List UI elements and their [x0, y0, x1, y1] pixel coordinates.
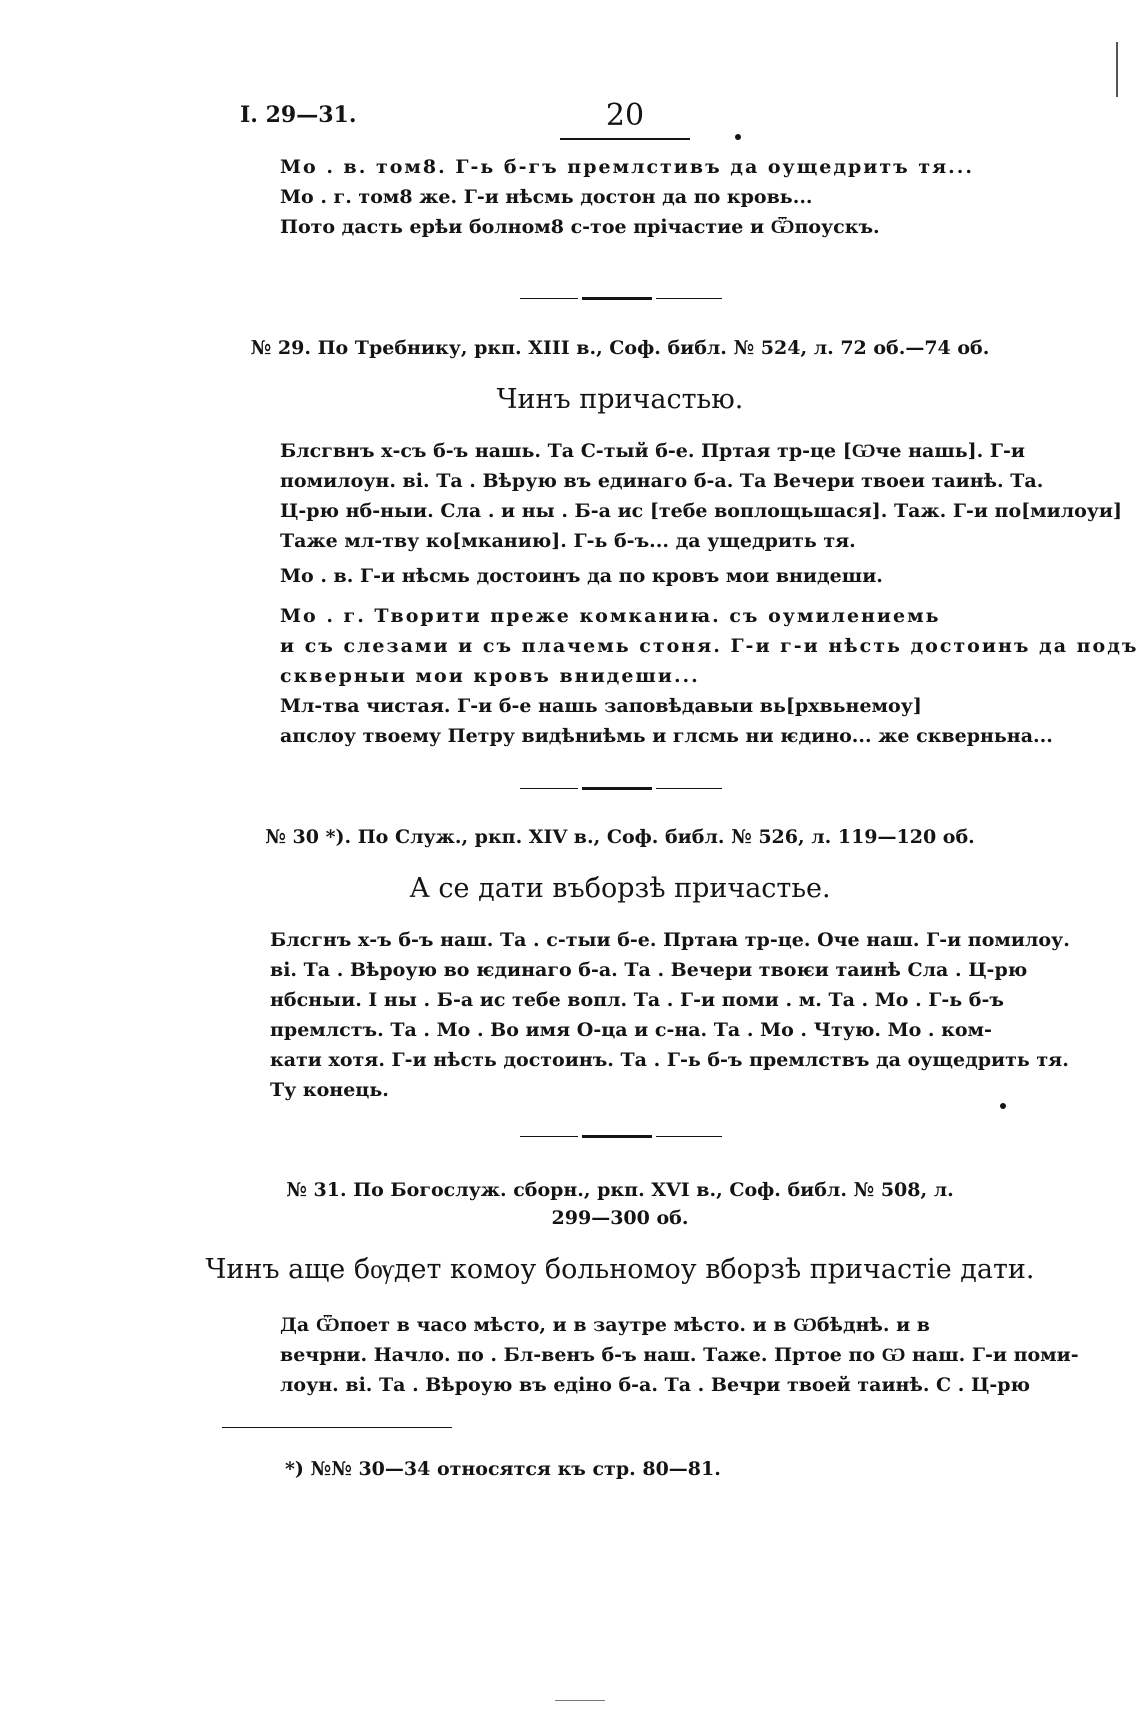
paragraph	[280, 601, 1139, 691]
section-body	[280, 601, 1139, 691]
paragraph	[280, 561, 1040, 591]
footnote: *) №№ 30—34 относятся къ стр. 80—81.	[285, 1458, 721, 1480]
ink-speck	[735, 134, 741, 140]
section-separator	[520, 1136, 725, 1139]
page-number-rule	[560, 138, 690, 140]
text-line: Мл-тва чистая. Г-и б-е нашь заповѣдавыи вь[рхвьнемоу]	[280, 695, 922, 717]
text-line: Блсгнъ х-ъ б-ъ наш. Та . с-тыи б-е. Пртаꙗ тр-це. Оче наш. Г-и помилоу.	[270, 929, 1070, 951]
text-line: Блсгвнъ х-съ б-ъ нашь. Та С-тый б-е. Пртая тр-це [Ѡче нашь]. Г-и	[280, 440, 1025, 462]
text-line: лоун. вi. Та . Вѣроую въ едiно б-а. Та . Вечри твоей таинѣ. С . Ц-рю	[280, 1374, 1031, 1396]
section-body	[280, 561, 1040, 591]
text-line: Да Ѿпоет в часо мѣсто, и в заутре мѣсто. и в Ѡбѣднѣ. и в	[280, 1314, 931, 1336]
paragraph	[270, 925, 1070, 1105]
text-line: Ту конець.	[270, 1079, 389, 1101]
footnote-rule	[222, 1427, 452, 1428]
text-line: Мо . г. том8 же. Г-и нѣсмь достон да по кровь...	[280, 186, 813, 208]
section-reference: I. 29—31.	[240, 102, 357, 128]
scan-edge-mark	[1116, 42, 1118, 97]
text-line: апслоу твоему Петру видѣниѣмь и глсмь ни ѥдино... же скверньна...	[280, 725, 1053, 747]
top-continuation	[280, 152, 1040, 242]
paragraph	[280, 1310, 1079, 1400]
text-line: и съ слезами и съ плачемь стоня. Г-и г-и нѣсть достоинъ да подъ	[280, 635, 1139, 657]
text-line: премлстъ. Та . Мо . Во имя О-ца и с-на. Та . Мо . Чтую. Мо . ком-	[270, 1019, 992, 1041]
text-line: кати хотя. Г-и нѣсть достоинъ. Та . Г-ь б-ъ премлствъ да оущедрить тя.	[270, 1049, 1069, 1071]
heading-line: № 31. По Богослуж. сборн., ркп. XVI в., Соф. библ. № 508, л.	[286, 1179, 954, 1201]
page-number: 20	[605, 98, 645, 133]
paragraph	[280, 691, 1053, 751]
text-line: Мо . г. Творити преже комканиꙗ. съ оумилениемь	[280, 605, 941, 627]
section-title: Чинъ причастью.	[496, 384, 744, 415]
section-separator	[520, 788, 725, 791]
section-heading	[190, 1176, 1050, 1232]
text-line: Мо . в. Г-и нѣсмь достоинъ да по кровъ мои внидеши.	[280, 565, 883, 587]
section-heading: № 29. По Требнику, ркп. XIII в., Соф. библ. № 524, л. 72 об.—74 об.	[250, 337, 990, 359]
section-body	[280, 691, 1053, 751]
paragraph	[280, 436, 1123, 556]
section-separator	[520, 298, 725, 301]
text-line: Мо . в. том8. Г-ь б-гъ премлстивъ да оущедритъ тя...	[280, 156, 975, 178]
text-line: вечрни. Начло. по . Бл-венъ б-ъ наш. Таже. Пртое по Ѡ наш. Г-и поми-	[280, 1344, 1079, 1366]
text-line: Таже мл-тву ко[мканию]. Г-ь б-ъ... да ущедрить тя.	[280, 530, 856, 552]
section-body	[270, 925, 1070, 1105]
text-line: нбсныи. I ны . Б-а ис тебе вопл. Та . Г-и поми . м. Та . Мо . Г-ь б-ъ	[270, 989, 1004, 1011]
scan-bottom-mark	[555, 1700, 605, 1701]
section-title: А се дати въборзѣ причастье.	[409, 873, 831, 904]
ink-speck	[1000, 1103, 1006, 1109]
section-body	[280, 436, 1123, 556]
text-line: Ц-рю нб-ныи. Сла . и ны . Б-а ис [тебе воплощьшася]. Таж. Г-и по[милоуи]	[280, 500, 1123, 522]
section-body	[280, 1310, 1079, 1400]
section-heading: № 30 *). По Служ., ркп. XIV в., Соф. библ. № 526, л. 119—120 об.	[265, 826, 975, 848]
section-title: Чинъ аще бѹдет комоу больномоу вборзѣ причастiе дати.	[205, 1254, 1035, 1285]
text-line: скверныи мои кровъ внидеши...	[280, 665, 700, 687]
text-line: вi. Та . Вѣроую во ѥдинаго б-а. Та . Вечери твоѥи таинѣ Сла . Ц-рю	[270, 959, 1028, 981]
heading-line: 299—300 об.	[551, 1207, 689, 1229]
text-line: помилоун. вi. Та . Вѣрую въ единаго б-а. Та Вечери твоеи таинѣ. Та.	[280, 470, 1044, 492]
text-line: Пото дасть ерѣи болном8 с-тое прiчастие и Ѿпоускъ.	[280, 216, 880, 238]
